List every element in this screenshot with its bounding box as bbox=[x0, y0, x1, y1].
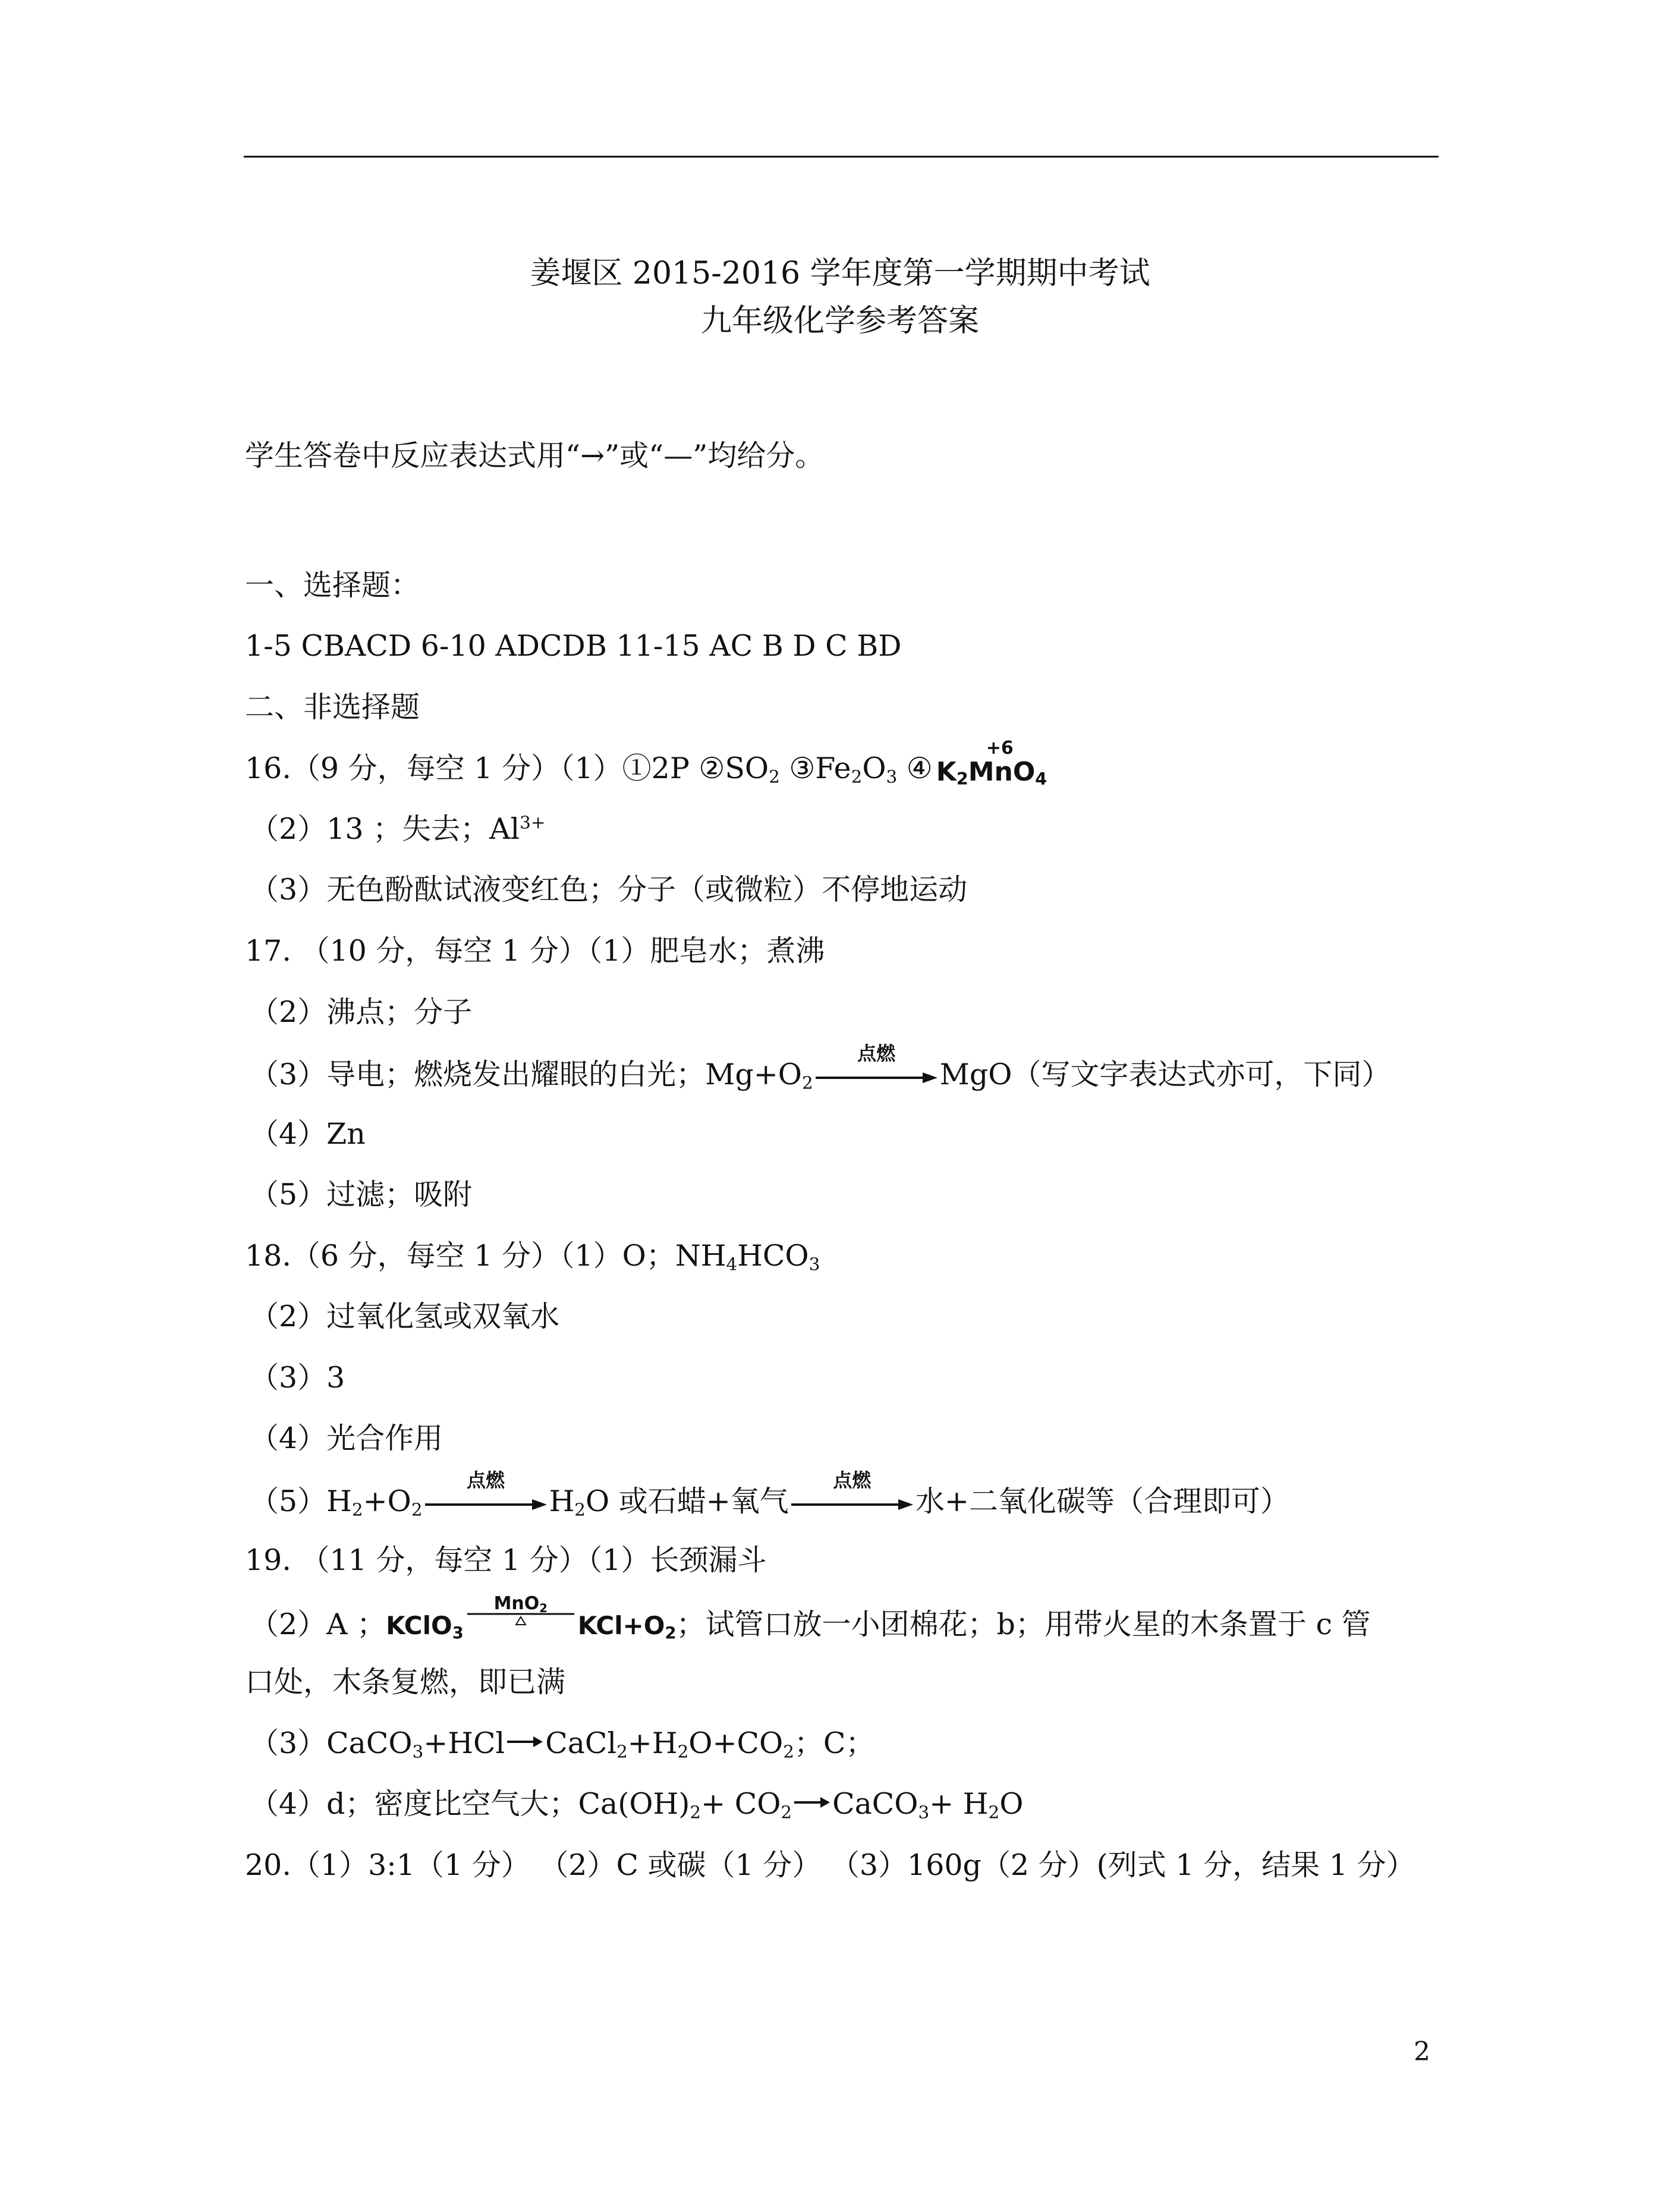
q17-line4: （4）Zn bbox=[250, 1117, 366, 1151]
document-subtitle: 九年级化学参考答案 bbox=[700, 303, 979, 339]
q17-line2: （2）沸点；分子 bbox=[250, 995, 473, 1029]
q19-line4: （4）d；密度比空气大；$Ca(OH)_2+ CO_2$ CaCO$_3$+ $H_2O$ bbox=[250, 1787, 1024, 1823]
q19-line2-continued: 口处，木条复燃，即已满 bbox=[245, 1665, 566, 1699]
ignition-arrow: 点燃 bbox=[816, 1052, 937, 1088]
q20-line: 20.（1）3:1（1 分） （2）C 或碳（1 分） （3）160g（2 分）(列式 1 分，结果 1 分） bbox=[245, 1848, 1415, 1882]
section1-heading: 一、选择题： bbox=[245, 568, 420, 602]
ignition-arrow: 点燃 bbox=[425, 1479, 547, 1515]
q19-line2: （2）A ；KClO$_3$ MnO$_2$ $KCl+O_2$；试管口放一小团棉花；b；用带火星的木条置于 c 管 bbox=[250, 1593, 1371, 1643]
q16-line1: 16.（9 分，每空 1 分）（1）①2P $②SO_2$ $③Fe_2O_3$ ④ +6 $K_2MnO_4$ bbox=[245, 748, 1047, 793]
q18-line3: （3）3 bbox=[250, 1361, 345, 1395]
header-rule bbox=[244, 156, 1439, 158]
q17-line5: （5）过滤；吸附 bbox=[250, 1178, 473, 1212]
page-number: 2 bbox=[1414, 2037, 1430, 2067]
reaction-arrow bbox=[794, 1793, 830, 1811]
section2-heading: 二、非选择题 bbox=[245, 690, 420, 724]
q18-line5: $(5)H_2+O_2$ 点燃 $H_2O$ 或石蜡+氧气 点燃 水+二氧化碳等（合理即可） bbox=[250, 1469, 1289, 1520]
q17-line3: （3）导电；燃烧发出耀眼的白光；$Mg+O_2$ 点燃 MgO（写文字表达式亦可，下同） bbox=[250, 1042, 1391, 1093]
reaction-arrow bbox=[507, 1733, 543, 1751]
q16-line2: （2）13 ；失去；$Al^{3+}$ bbox=[250, 812, 546, 846]
document-title: 姜堰区 2015-2016 学年度第一学期期中考试 bbox=[530, 256, 1150, 291]
q18-line2: （2）过氧化氢或双氧水 bbox=[250, 1299, 560, 1333]
ignition-arrow: 点燃 bbox=[791, 1479, 913, 1515]
q18-line1: 18.（6 分，每空 1 分）（1）O；$NH_4HCO_3$ bbox=[245, 1239, 820, 1275]
arrow-glyph: → bbox=[580, 439, 605, 473]
catalyst-heat-arrow: MnO$_2$ bbox=[467, 1601, 574, 1637]
q17-line1: 17. （10 分，每空 1 分）（1）肥皂水；煮沸 bbox=[245, 934, 825, 968]
grading-note: 学生答卷中反应表达式用“→”或“—”均给分。 bbox=[245, 439, 825, 473]
section1-answers: 1-5 CBACD 6-10 ADCDB 11-15 AC B D C BD bbox=[245, 629, 902, 663]
q16-line3: （3）无色酚酞试液变红色；分子（或微粒）不停地运动 bbox=[250, 873, 968, 907]
kclo3-formula-image: KClO$_3$ bbox=[386, 1611, 464, 1643]
k2mno4-formula-image: +6 $K_2MnO_4$ bbox=[936, 738, 1047, 789]
q19-line1: 19. （11 分，每空 1 分）（1）长颈漏斗 bbox=[245, 1543, 767, 1577]
q18-line4: （4）光合作用 bbox=[250, 1421, 443, 1455]
q19-line3: （3）CaCO$_3$+HCl $CaCl_2+H_2O+CO_2$；C； bbox=[250, 1726, 875, 1762]
